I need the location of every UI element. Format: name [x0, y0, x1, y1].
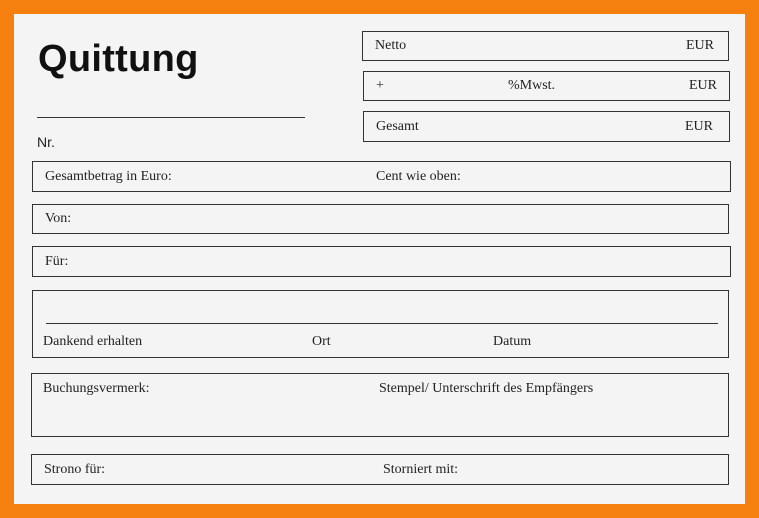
page-title: Quittung	[38, 38, 199, 80]
netto-label: Netto	[375, 38, 407, 53]
mwst-label: %Mwst.	[508, 78, 556, 93]
gesamt-field[interactable]	[363, 111, 730, 142]
fuer-field[interactable]	[32, 246, 731, 277]
von-label: Von:	[45, 211, 72, 226]
signature-line	[46, 323, 718, 324]
number-label: Nr.	[37, 134, 55, 150]
ort-label: Ort	[312, 334, 331, 349]
number-underline	[37, 117, 305, 118]
strono-field[interactable]	[31, 454, 729, 485]
buchung-field[interactable]	[31, 373, 729, 437]
mwst-currency: EUR	[689, 78, 717, 93]
netto-field[interactable]	[362, 31, 729, 61]
gesamt-label: Gesamt	[376, 119, 419, 134]
storniert-label: Storniert mit:	[383, 462, 459, 477]
gesamtbetrag-label: Gesamtbetrag in Euro:	[45, 169, 172, 184]
mwst-prefix: +	[376, 78, 384, 93]
stempel-label: Stempel/ Unterschrift des Empfängers	[379, 381, 594, 396]
gesamtbetrag-field[interactable]	[32, 161, 731, 192]
mwst-field[interactable]	[363, 71, 730, 101]
signature-field[interactable]	[32, 290, 729, 358]
fuer-label: Für:	[45, 254, 69, 269]
gesamt-currency: EUR	[685, 119, 713, 134]
strono-label: Strono für:	[44, 462, 106, 477]
dankend-label: Dankend erhalten	[43, 334, 143, 349]
netto-currency: EUR	[686, 38, 714, 53]
cent-label: Cent wie oben:	[376, 169, 461, 184]
datum-label: Datum	[493, 334, 532, 349]
buchung-label: Buchungsvermerk:	[43, 381, 150, 396]
von-field[interactable]	[32, 204, 729, 234]
